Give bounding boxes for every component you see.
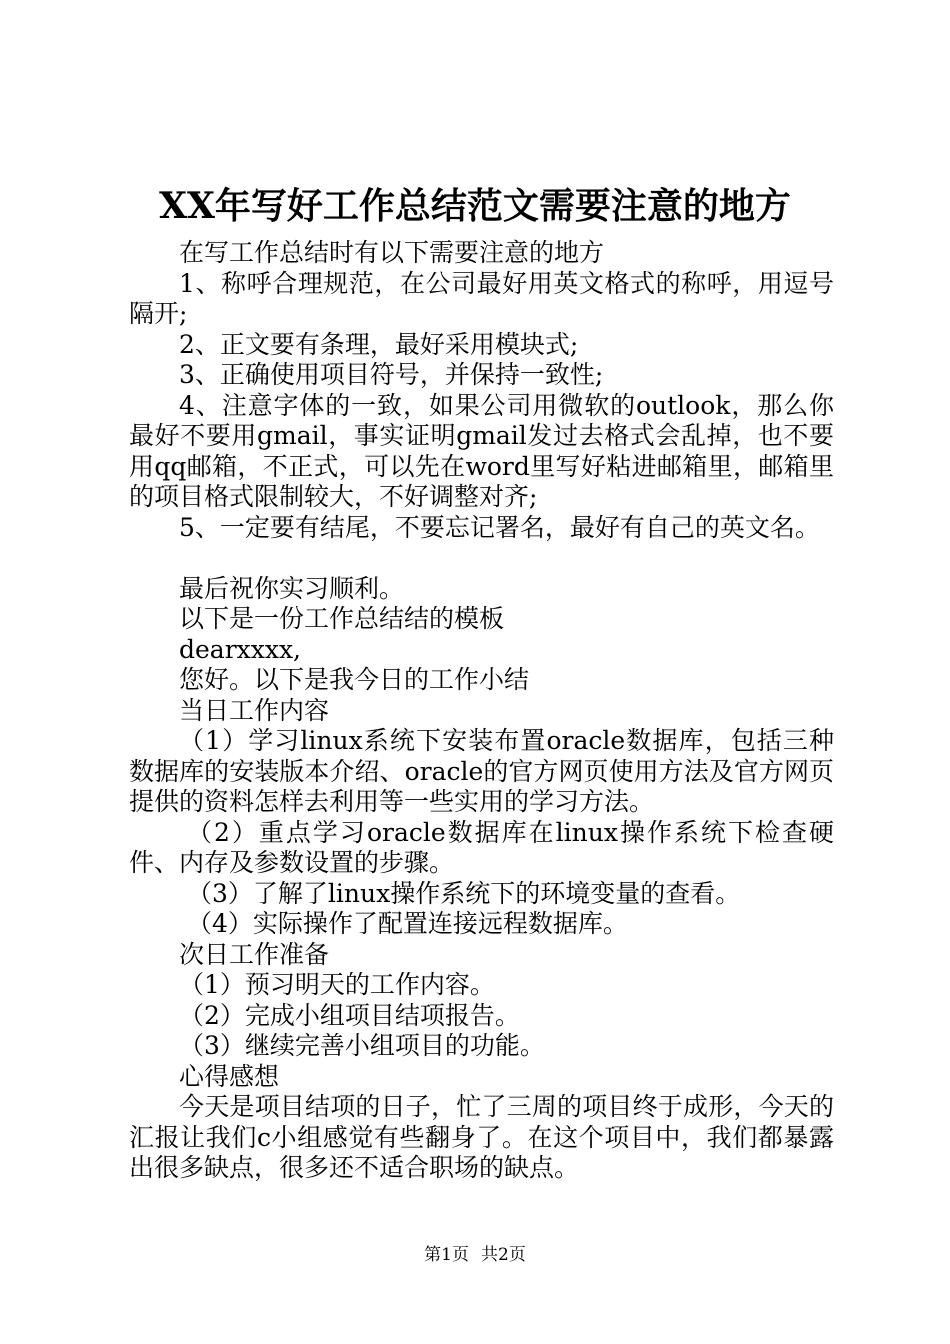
paragraph: 最后祝你实习顺利。	[179, 573, 405, 603]
paragraph: 今天是项目结项的日子，忙了三周的项目终于成形，今天的汇报让我们c小组感觉有些翻身了。在这个项目中，我们都暴露出很多缺点，很多还不适合职场的缺点。	[129, 1092, 834, 1182]
section-heading: 心得感想	[179, 1061, 280, 1091]
paragraph: （2）完成小组项目结项报告。	[179, 1000, 520, 1030]
section-heading: 当日工作内容	[179, 695, 330, 725]
blank-line	[129, 543, 834, 574]
page-total: 共2页	[481, 1245, 526, 1265]
page-footer	[0, 1244, 950, 1266]
paragraph: （4）实际操作了配置连接远程数据库。	[187, 909, 628, 938]
page-number: 第1页	[424, 1245, 469, 1265]
paragraph: 在写工作总结时有以下需要注意的地方	[179, 238, 605, 267]
document-title: XX年写好工作总结范文需要注意的地方	[159, 185, 791, 227]
paragraph: 1、称呼合理规范，在公司最好用英文格式的称呼，用逗号隔开;	[129, 268, 834, 328]
paragraph: dearxxxx,	[179, 634, 301, 664]
paragraph: （1）学习linux系统下安装布置oracle数据库，包括三种数据库的安装版本介绍、oracle的官方网页使用方法及官方网页提供的资料怎样去利用等一些实用的学习方法。	[129, 726, 834, 816]
paragraph: 3、正确使用项目符号，并保持一致性;	[179, 360, 604, 389]
paragraph: （2）重点学习oracle数据库在linux操作系统下检查硬件、内存及参数设置的步骤。	[129, 817, 834, 877]
paragraph: 4、注意字体的一致，如果公司用微软的outlook，那么你最好不要用gmail，事实证明gmail发过去格式会乱掉，也不要用qq邮箱，不正式，可以先在word里写好粘进邮箱里，邮箱里的项目格式限制较大，不好调整对齐;	[129, 390, 834, 511]
paragraph: 5、一定要有结尾，不要忘记署名，最好有自己的英文名。	[179, 512, 820, 542]
paragraph: （3）了解了linux操作系统下的环境变量的查看。	[187, 878, 741, 908]
paragraph: 以下是一份工作总结结的模板	[179, 604, 505, 633]
paragraph: 2、正文要有条理，最好采用模块式;	[179, 329, 579, 359]
paragraph: （1）预习明天的工作内容。	[179, 970, 495, 999]
section-heading: 次日工作准备	[179, 939, 330, 969]
paragraph: 您好。以下是我今日的工作小结	[179, 665, 530, 694]
paragraph: （3）继续完善小组项目的功能。	[179, 1031, 545, 1060]
document-body	[129, 238, 834, 1184]
